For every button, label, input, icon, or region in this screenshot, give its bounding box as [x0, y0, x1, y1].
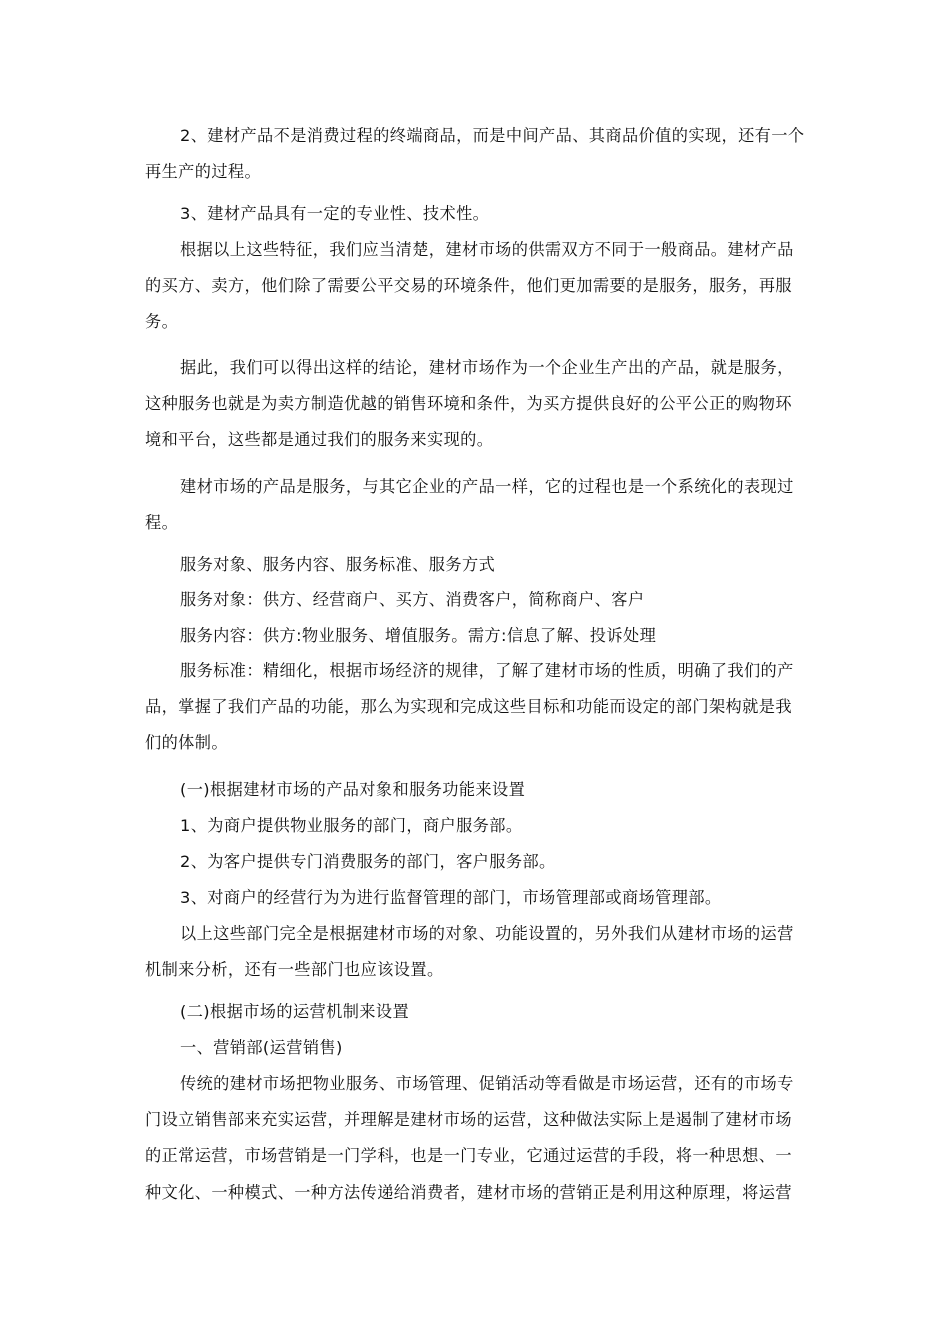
paragraph-department-1: 1、为商户提供物业服务的部门，商户服务部。 [180, 816, 523, 835]
paragraph-service-standards: 服务标准：精细化，根据市场经济的规律，了解了建材市场的性质，明确了我们的产品，掌握了我们产品的功能，那么为实现和完成这些目标和功能而设定的部门架构就是我们的体制。 [145, 661, 794, 753]
paragraph-department-2: 2、为客户提供专门消费服务的部门，客户服务部。 [180, 852, 556, 871]
paragraph-product-feature-3: 3、建材产品具有一定的专业性、技术性。 [180, 204, 490, 223]
paragraph-conclusion: 据此，我们可以得出这样的结论，建材市场作为一个企业生产出的产品，就是服务，这种服务也就是为卖方制造优越的销售环境和条件，为买方提供良好的公平公正的购物环境和平台，这些都是通过我们的服务来实现的。 [145, 358, 794, 450]
heading-section-two: (二)根据市场的运营机制来设置 [180, 1002, 410, 1021]
paragraph-market-characteristics: 根据以上这些特征，我们应当清楚，建材市场的供需双方不同于一般商品。建材产品的买方、卖方，他们除了需要公平交易的环境条件，他们更加需要的是服务，服务，再服务。 [145, 240, 794, 332]
paragraph-department-3: 3、对商户的经营行为为进行监督管理的部门，市场管理部或商场管理部。 [180, 888, 722, 907]
paragraph-department-summary: 以上这些部门完全是根据建材市场的对象、功能设置的，另外我们从建材市场的运营机制来分析，还有一些部门也应该设置。 [145, 924, 794, 980]
paragraph-service-categories: 服务对象、服务内容、服务标准、服务方式 [180, 555, 496, 574]
paragraph-service-targets: 服务对象：供方、经营商户、买方、消费客户，简称商户、客户 [180, 590, 645, 609]
heading-section-one: (一)根据建材市场的产品对象和服务功能来设置 [180, 780, 526, 799]
heading-marketing-department: 一、营销部(运营销售) [180, 1038, 343, 1057]
paragraph-marketing-description: 传统的建材市场把物业服务、市场管理、促销活动等看做是市场运营，还有的市场专门设立销售部来充实运营，并理解是建材市场的运营，这种做法实际上是遏制了建材市场的正常运营，市场营销是一门学科，也是一门专业，它通过运营的手段，将一种思想、一种文化、一种模式、一种方法传递给消费者，建材市场的营销正是利用这种原理，将运营 [145, 1074, 794, 1202]
paragraph-service-content: 服务内容：供方:物业服务、增值服务。需方:信息了解、投诉处理 [180, 626, 657, 645]
paragraph-service-process: 建材市场的产品是服务，与其它企业的产品一样，它的过程也是一个系统化的表现过程。 [145, 477, 794, 533]
paragraph-product-feature-2: 2、建材产品不是消费过程的终端商品，而是中间产品、其商品价值的实现，还有一个再生产的过程。 [145, 126, 805, 182]
